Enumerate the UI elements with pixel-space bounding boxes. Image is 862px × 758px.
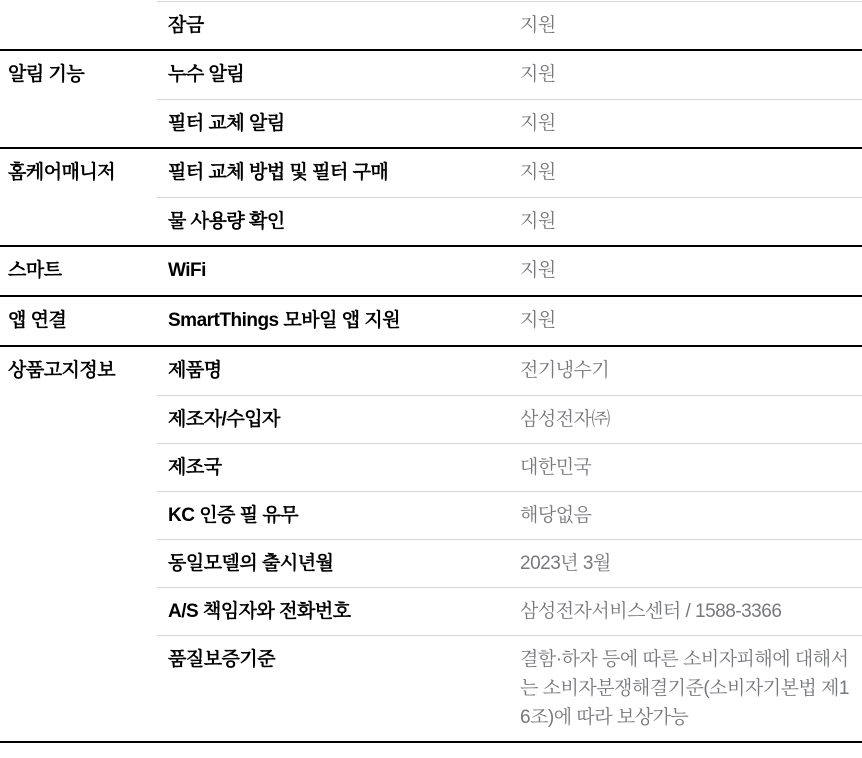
spec-rows <box>157 247 862 295</box>
spec-section <box>0 49 862 147</box>
spec-row <box>157 491 862 539</box>
spec-row <box>157 99 862 147</box>
spec-rows <box>157 297 862 345</box>
spec-name: 필터 교체 방법 및 필터 구매 <box>168 162 389 183</box>
spec-category: 상품고지정보 <box>8 360 116 381</box>
spec-category: 스마트 <box>8 260 62 281</box>
spec-name: 품질보증기준 <box>168 649 276 670</box>
spec-row <box>157 443 862 491</box>
spec-row <box>157 1 862 49</box>
spec-section <box>0 345 862 741</box>
spec-value: 대한민국 <box>520 457 592 478</box>
spec-row <box>157 297 862 345</box>
spec-row <box>157 539 862 587</box>
spec-name: 물 사용량 확인 <box>168 211 285 232</box>
spec-name: 제품명 <box>168 360 222 381</box>
spec-rows <box>157 347 862 741</box>
spec-row <box>157 347 862 395</box>
spec-value: 해당없음 <box>520 505 592 526</box>
spec-name: 필터 교체 알림 <box>168 113 285 134</box>
spec-row <box>157 587 862 635</box>
spec-name: WiFi <box>168 260 206 281</box>
spec-rows <box>157 149 862 245</box>
spec-row <box>157 149 862 197</box>
spec-value: 지원 <box>520 211 556 232</box>
spec-section <box>0 295 862 345</box>
spec-category: 홈케어매니저 <box>8 162 116 183</box>
spec-value: 전기냉수기 <box>520 360 610 381</box>
spec-value: 지원 <box>520 310 556 331</box>
spec-row <box>157 51 862 99</box>
spec-value: 결함·하자 등에 따른 소비자피해에 대해서는 소비자분쟁해결기준(소비자기본법 제16조)에 따라 보상가능 <box>520 649 849 728</box>
spec-value: 2023년 3월 <box>520 553 611 574</box>
spec-value: 지원 <box>520 162 556 183</box>
spec-value: 삼성전자서비스센터 / 1588-3366 <box>520 601 782 622</box>
spec-name: SmartThings 모바일 앱 지원 <box>168 310 401 331</box>
spec-row <box>157 197 862 245</box>
spec-category: 앱 연결 <box>8 310 67 331</box>
spec-section <box>0 245 862 295</box>
spec-name: 잠금 <box>168 15 204 36</box>
spec-name: A/S 책임자와 전화번호 <box>168 601 351 622</box>
spec-rows <box>157 51 862 147</box>
spec-section <box>0 147 862 245</box>
spec-row <box>157 247 862 295</box>
spec-section <box>0 0 862 49</box>
spec-rows <box>157 1 862 49</box>
spec-value: 지원 <box>520 15 556 36</box>
spec-category: 알림 기능 <box>8 64 85 85</box>
spec-value: 지원 <box>520 113 556 134</box>
spec-name: 제조자/수입자 <box>168 409 280 430</box>
spec-value: 지원 <box>520 64 556 85</box>
spec-name: KC 인증 필 유무 <box>168 505 299 526</box>
spec-value: 삼성전자㈜ <box>520 409 610 430</box>
spec-name: 제조국 <box>168 457 222 478</box>
spec-name: 동일모델의 출시년월 <box>168 553 334 574</box>
spec-row <box>157 395 862 443</box>
spec-name: 누수 알림 <box>168 64 245 85</box>
spec-value: 지원 <box>520 260 556 281</box>
spec-category <box>0 1 157 49</box>
spec-row <box>157 635 862 741</box>
